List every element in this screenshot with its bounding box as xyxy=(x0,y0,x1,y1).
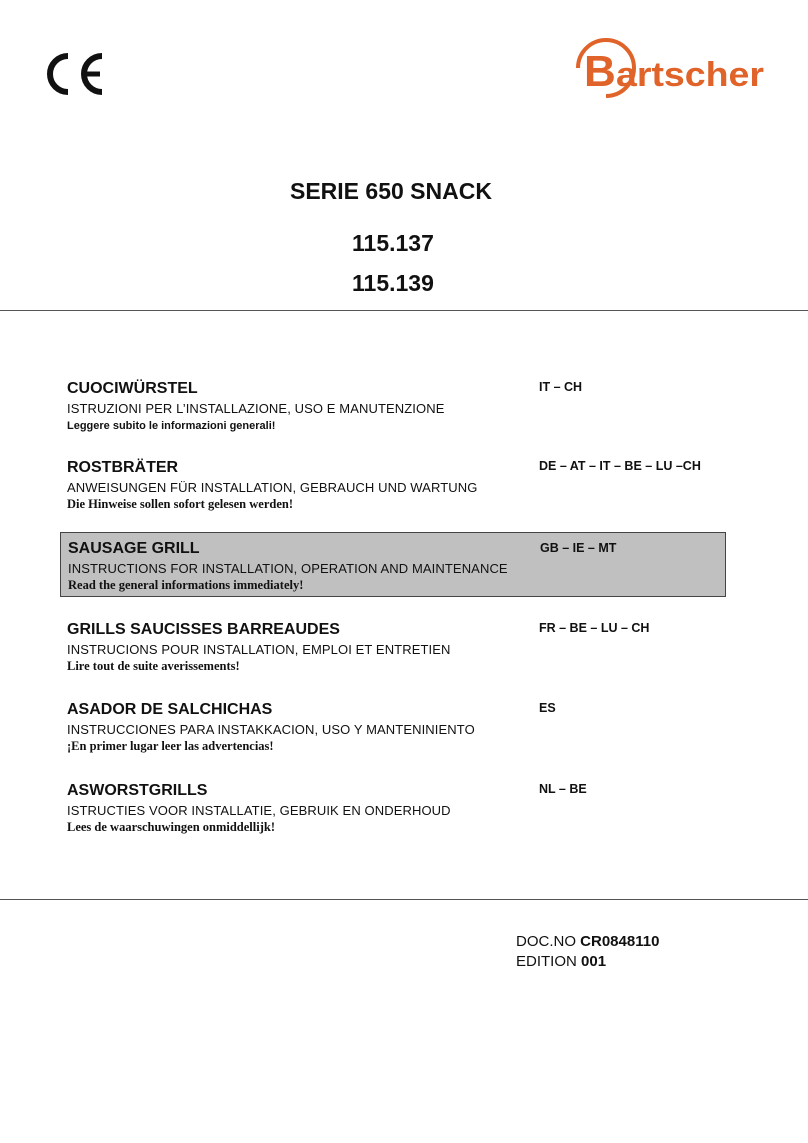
lang-note: Lire tout de suite averissements! xyxy=(67,659,240,673)
edition-line xyxy=(516,952,659,972)
lang-title: ASWORSTGRILLS xyxy=(67,782,208,799)
lang-block-it xyxy=(60,380,726,444)
divider-line xyxy=(0,899,808,900)
product-title: SERIE 650 SNACK xyxy=(290,178,492,204)
bartscher-logo xyxy=(576,38,766,98)
divider-line xyxy=(0,310,808,311)
lang-codes: IT – CH xyxy=(539,380,583,394)
lang-title: GRILLS SAUCISSES BARREAUDES xyxy=(67,621,340,638)
ce-mark-icon xyxy=(46,52,108,96)
lang-block-gb xyxy=(60,532,726,597)
lang-block-fr xyxy=(60,621,726,685)
lang-instructions: ANWEISUNGEN FÜR INSTALLATION, GEBRAUCH UND WARTUNG xyxy=(67,480,478,495)
document-info xyxy=(516,932,659,972)
lang-block-nl xyxy=(60,782,726,846)
lang-codes: FR – BE – LU – CH xyxy=(539,621,650,635)
lang-codes: GB – IE – MT xyxy=(540,541,617,555)
lang-note: Lees de waarschuwingen onmiddellijk! xyxy=(67,820,276,834)
lang-block-de xyxy=(60,459,726,523)
lang-note: ¡En primer lugar leer las advertencias! xyxy=(67,739,274,753)
edition-number: 001 xyxy=(581,953,607,970)
lang-instructions: INSTRUCIONS POUR INSTALLATION, EMPLOI ET ENTRETIEN xyxy=(67,642,451,657)
lang-note: Die Hinweise sollen sofort gelesen werden! xyxy=(67,497,294,511)
lang-instructions: ISTRUCTIES VOOR INSTALLATIE, GEBRUIK EN ONDERHOUD xyxy=(67,803,451,818)
lang-codes: ES xyxy=(539,701,556,715)
lang-codes: DE – AT – IT – BE – LU –CH xyxy=(539,459,701,473)
lang-title: SAUSAGE GRILL xyxy=(68,540,200,557)
doc-number: CR0848110 xyxy=(580,933,660,950)
doc-number-label: DOC.NO xyxy=(516,933,576,950)
lang-note: Leggere subito le informazioni generali! xyxy=(67,420,276,432)
lang-block-es xyxy=(60,701,726,765)
lang-instructions: INSTRUCCIONES PARA INSTAKKACION, USO Y MANTENINIENTO xyxy=(67,722,475,737)
edition-label: EDITION xyxy=(516,953,577,970)
svg-text:B: B xyxy=(584,47,616,96)
lang-instructions: INSTRUCTIONS FOR INSTALLATION, OPERATION AND MAINTENANCE xyxy=(68,561,508,576)
lang-codes: NL – BE xyxy=(539,782,587,796)
doc-number-line xyxy=(516,932,659,952)
svg-text:artscher: artscher xyxy=(616,56,764,94)
model-number: 115.139 xyxy=(352,270,434,296)
lang-title: ASADOR DE SALCHICHAS xyxy=(67,701,273,718)
model-number: 115.137 xyxy=(352,230,434,256)
lang-title: CUOCIWÜRSTEL xyxy=(67,380,198,397)
lang-title: ROSTBRÄTER xyxy=(67,459,179,476)
lang-instructions: ISTRUZIONI PER L’INSTALLAZIONE, USO E MANUTENZIONE xyxy=(67,401,445,416)
lang-note: Read the general informations immediately! xyxy=(68,578,304,592)
